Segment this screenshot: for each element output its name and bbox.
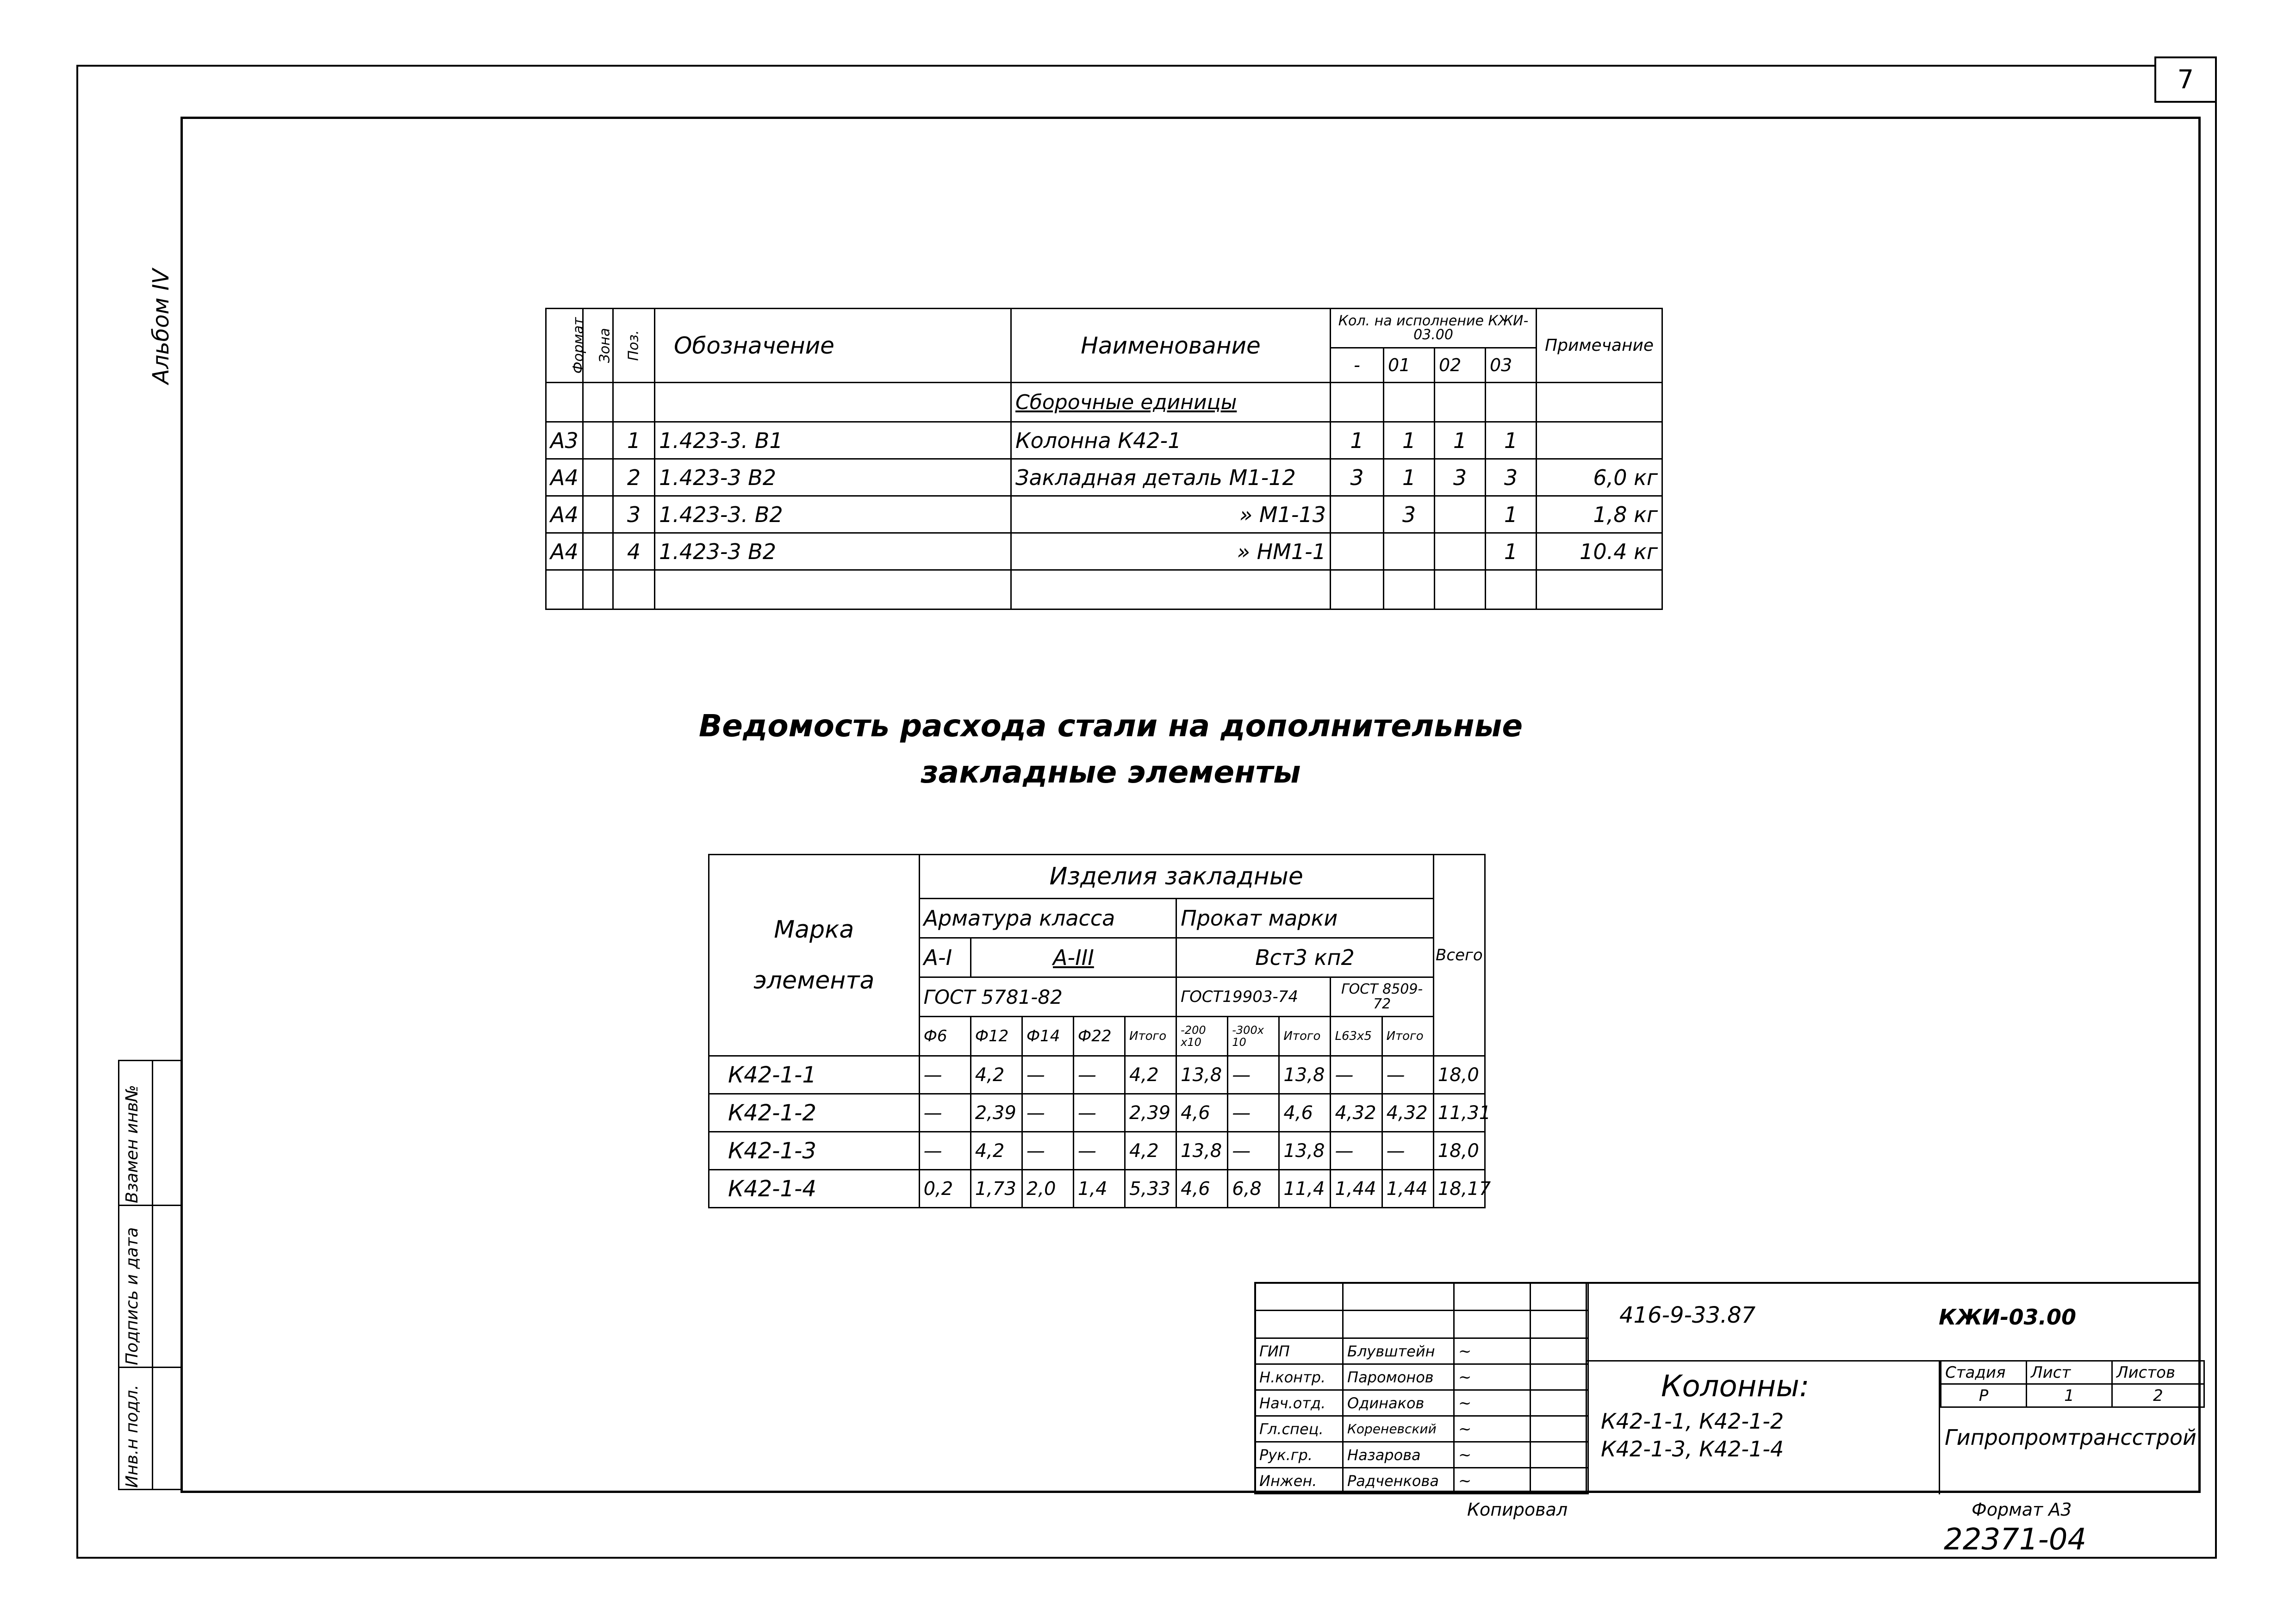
drawing-subtitle-1: К42-1-1, К42-1-2 [1601,1409,1784,1434]
format-label: Формат А3 [1972,1499,2072,1520]
qty-col-base: - [1331,348,1384,383]
sheets-header: Листов [2112,1361,2204,1384]
doc-number: 416-9-33.87 [1619,1302,1756,1328]
table-row: К42-1-4 0,2 1,73 2,0 1,4 5,33 4,6 6,8 11,4 1,44 1,44 18,17 [709,1170,1485,1208]
side-stamp-signature: Подпись и дата [123,1227,142,1365]
total-header: Всего [1433,855,1485,1056]
steel-title-line1: Ведомость расхода стали на дополнительные [698,708,1523,744]
col-f14: Ф14 [1022,1017,1073,1056]
col-300x10: -300х 10 [1228,1017,1279,1056]
table-row: А3 1 1.423-3. В1 Колонна К42-1 1 1 1 1 [546,422,1662,459]
products-header: Изделия закладные [919,855,1433,899]
page-number: 7 [2154,56,2217,103]
col-f6: Ф6 [919,1017,971,1056]
organization: Гипропромтрансстрой [1945,1425,2196,1450]
header-format: Формат [570,317,587,374]
table-row: Инжен. Радченкова ~ [1255,1468,1588,1494]
col-f12: Ф12 [971,1017,1022,1056]
header-designation: Обозначение [655,309,1011,383]
qty-col-03: 03 [1486,348,1537,383]
table-row: К42-1-2 — 2,39 — — 2,39 4,6 — 4,6 4,32 4,32 11,31 [709,1094,1485,1132]
signature-table [1254,1282,1589,1494]
side-stamp-replaced: Взамен инв№ [123,1085,142,1203]
header-qty: Кол. на исполнение КЖИ- 03.00 [1331,309,1537,348]
drawing-subtitle-2: К42-1-3, К42-1-4 [1601,1436,1784,1461]
table-row: К42-1-1 — 4,2 — — 4,2 13,8 — 13,8 — — 18,0 [709,1056,1485,1094]
col-total-arm: Итого [1125,1017,1176,1056]
table-row: Рук.гр. Назарова ~ [1255,1442,1588,1468]
specification-table [545,308,1663,610]
doc-code: КЖИ-03.00 [1939,1305,2077,1330]
table-row: Н.контр. Паромонов ~ [1255,1364,1588,1390]
table-row: А4 2 1.423-3 В2 Закладная деталь М1-12 3 1 3 3 6,0 кг [546,459,1662,496]
gost-5781: ГОСТ 5781-82 [919,977,1176,1017]
header-pos: Поз. [626,330,642,361]
stage-header: Стадия [1941,1361,2027,1384]
table-row: ГИП Блувштейн ~ [1255,1338,1588,1364]
col-total-angle: Итого [1382,1017,1433,1056]
col-total-sheet: Итого [1279,1017,1331,1056]
table-row: А4 4 1.423-3 В2 » НМ1-1 1 10.4 кг [546,533,1662,570]
stage-table [1940,1360,2205,1408]
table-row: К42-1-3 — 4,2 — — 4,2 13,8 — 13,8 — — 18,0 [709,1132,1485,1170]
sheet-value: 1 [2027,1384,2112,1407]
album-label: Альбом IV [148,268,174,384]
header-name: Наименование [1011,309,1331,383]
table-row: Гл.спец. Кореневский ~ [1255,1416,1588,1442]
drawing-title: Колонны: [1661,1369,1810,1404]
class-a1: А-I [919,938,971,977]
copied-by: Копировал [1467,1499,1568,1520]
sheets-value: 2 [2112,1384,2204,1407]
qty-col-02: 02 [1435,348,1486,383]
gost-8509: ГОСТ 8509-72 [1331,977,1433,1017]
class-a3: А-III [971,938,1176,977]
table-row: А4 3 1.423-3. В2 » М1-13 3 1 1,8 кг [546,496,1662,533]
steel-table [708,854,1491,1208]
armatura-header: Арматура класса [919,899,1176,938]
header-note: Примечание [1537,309,1662,383]
table-row: Нач.отд. Одинаков ~ [1255,1390,1588,1416]
stage-value: Р [1941,1384,2027,1407]
mark-header: Марка элемента [709,855,920,1056]
col-l63x5: L63х5 [1331,1017,1382,1056]
archive-number: 22371-04 [1944,1523,2087,1557]
steel-title-line2: закладные элементы [921,754,1301,790]
side-stamp-inventory: Инв.н подл. [123,1384,142,1488]
qty-col-01: 01 [1384,348,1435,383]
title-block [1254,1282,2201,1493]
section-title: Сборочные единицы [1011,383,1331,422]
col-f22: Ф22 [1073,1017,1125,1056]
sheet-header: Лист [2027,1361,2112,1384]
gost-19903: ГОСТ19903-74 [1176,977,1331,1017]
steel-grade: Вст3 кп2 [1176,938,1434,977]
col-200x10: -200 х10 [1176,1017,1228,1056]
header-zone: Зона [597,328,613,363]
prokat-header: Прокат марки [1176,899,1434,938]
